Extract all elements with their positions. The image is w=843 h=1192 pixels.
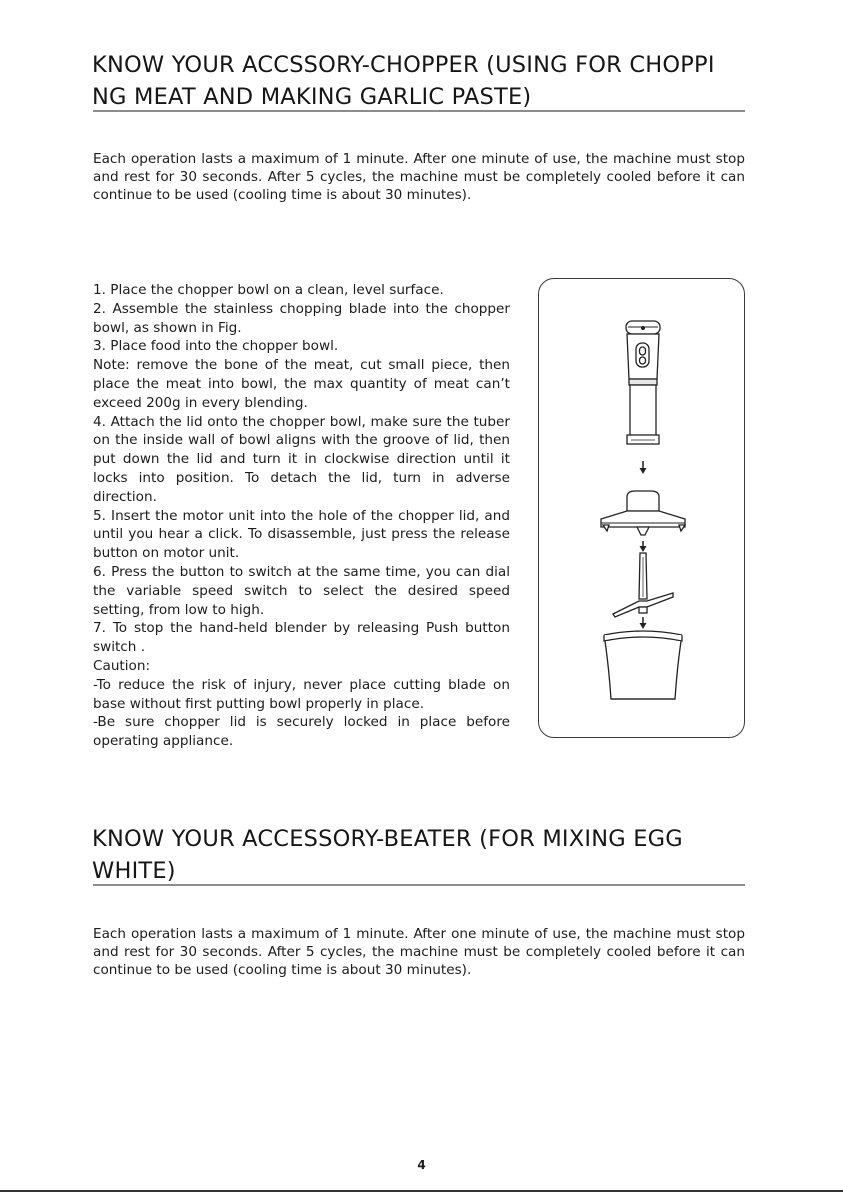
- section-title-line: KNOW YOUR ACCESSORY-BEATER (FOR MIXING EGG: [92, 826, 683, 852]
- chopper-bowl-icon: [604, 631, 682, 699]
- instruction-step: 1. Place the chopper bowl on a clean, level surface.: [93, 282, 444, 298]
- section-title-chopper: [92, 49, 752, 113]
- section-divider: [93, 110, 745, 112]
- instruction-step: 6. Press the button to switch at the same time, you can dial the variable speed switch to select the desired speed setting, from low to high.: [93, 563, 510, 618]
- instruction-step: 3. Place food into the chopper bowl.: [93, 338, 339, 355]
- section-title-line: KNOW YOUR ACCSSORY-CHOPPER (USING FOR CHOPPI: [92, 52, 715, 78]
- caution-heading: Caution:: [93, 657, 151, 674]
- section-title-line: WHITE): [92, 858, 176, 884]
- chopper-lid-icon: [601, 491, 685, 535]
- instruction-step: 5. Insert the motor unit into the hole of the chopper lid, and until you hear a click. To disassemble, just press the release button on motor unit.: [93, 507, 510, 562]
- instruction-step: 2. Assemble the stainless chopping blade into the chopper bowl, as shown in Fig.: [93, 300, 510, 336]
- arrow-down-icon: [640, 541, 647, 552]
- caution-item: -Be sure chopper lid is securely locked in place before operating appliance.: [93, 714, 510, 750]
- section-title-line: NG MEAT AND MAKING GARLIC PASTE): [92, 84, 532, 110]
- caution-item: -To reduce the risk of injury, never place cutting blade on base without first putting bowl properly in place.: [93, 676, 510, 712]
- chopping-blade-icon: [613, 553, 673, 617]
- page-number: 4: [417, 1158, 426, 1172]
- motor-unit-icon: [626, 321, 660, 444]
- usage-intro-paragraph: Each operation lasts a maximum of 1 minute. After one minute of use, the machine must stop and rest for 30 seconds. After 5 cycles, the machine must be completely cooled before it can continue to be used (cooling time is about 30 minutes).: [93, 926, 745, 978]
- usage-intro-paragraph: Each operation lasts a maximum of 1 minute. After one minute of use, the machine must stop and rest for 30 seconds. After 5 cycles, the machine must be completely cooled before it can continue to be used (cooling time is about 30 minutes).: [93, 151, 745, 203]
- section-divider: [93, 884, 745, 886]
- arrow-down-icon: [640, 617, 647, 629]
- chopper-instructions: [93, 281, 510, 751]
- arrow-down-icon: [640, 461, 647, 474]
- chopper-assembly-figure: [538, 278, 745, 738]
- instruction-step: 7. To stop the hand-held blender by releasing Push button switch .: [93, 620, 510, 656]
- instruction-note: Note: remove the bone of the meat, cut small piece, then place the meat into bowl, the max quantity of meat can’t exceed 200g in every blending.: [93, 357, 510, 411]
- section-title-beater: [92, 823, 752, 887]
- instruction-step: 4. Attach the lid onto the chopper bowl, make sure the tuber on the inside wall of bowl aligns with the groove of lid, then put down the lid and turn it in clockwise direction until it locks into position. To detach the lid, turn in adverse direction.: [93, 413, 510, 505]
